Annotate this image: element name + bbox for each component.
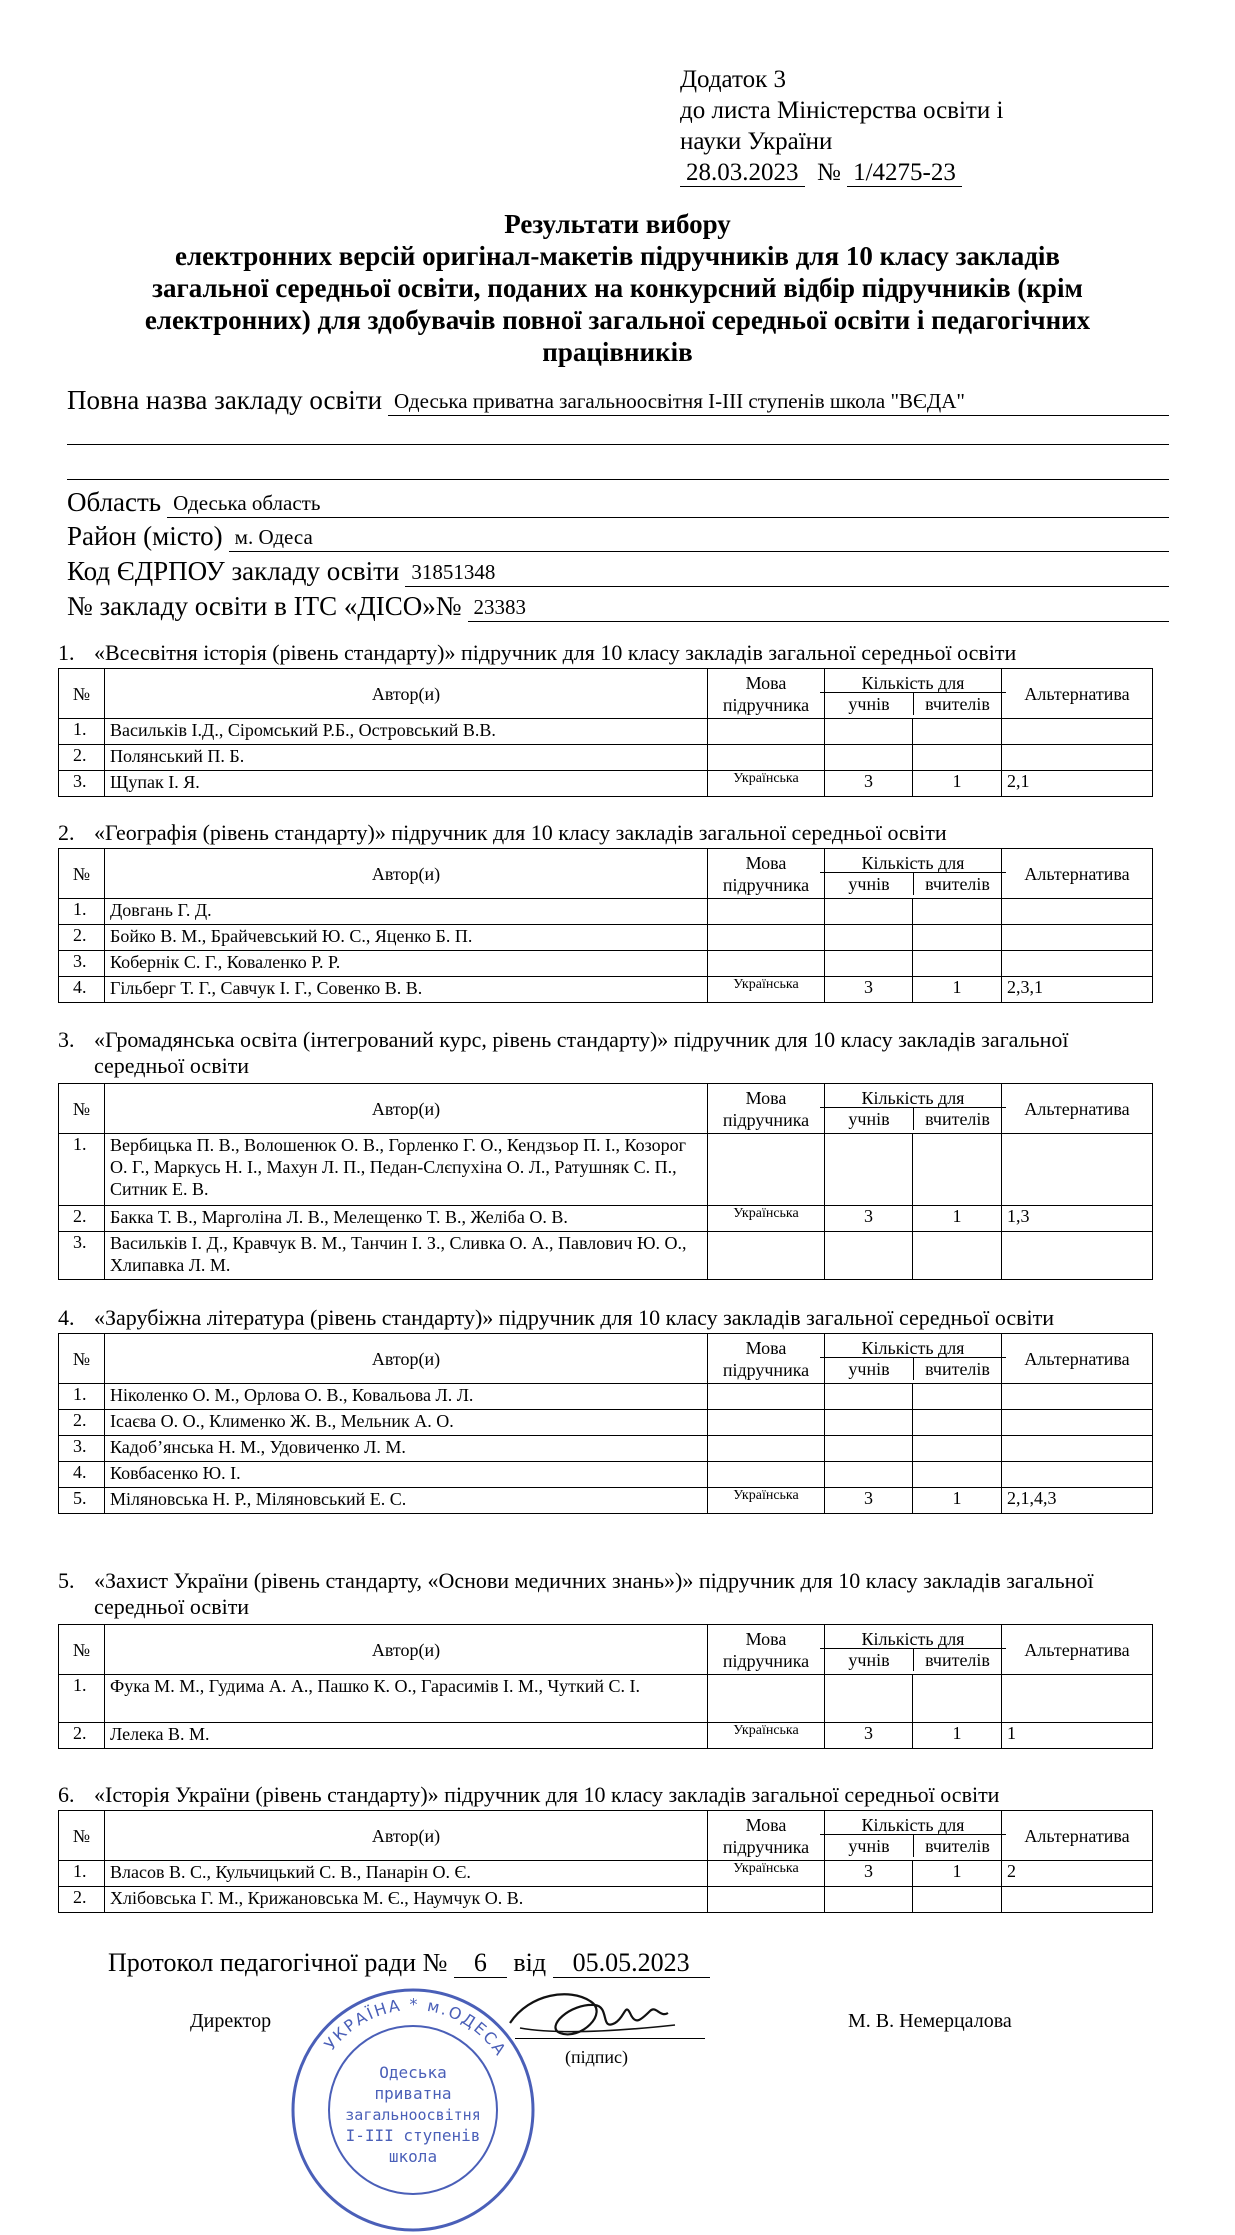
protocol-date: 05.05.2023: [553, 1948, 710, 1978]
header-qty-label: Кількість для: [820, 852, 1006, 873]
document-title: [60, 208, 1175, 368]
header-qty-label: Кількість для: [820, 1087, 1006, 1108]
header-qty-label: Кількість для: [820, 1814, 1006, 1835]
row-number: 2.: [59, 1723, 105, 1749]
row-lang: Українська: [708, 1861, 825, 1887]
table-row: [59, 977, 1153, 1003]
row-students: [825, 1462, 913, 1488]
district-value: м. Одеса: [229, 525, 1169, 552]
header-qty: [825, 1811, 1002, 1861]
header-lang: Мова підручника: [708, 1625, 825, 1675]
row-students: 3: [825, 771, 913, 797]
section-title: «Географія (рівень стандарту)» підручник для 10 класу закладів загальної середньої освіти: [94, 820, 947, 845]
protocol-label: Протокол педагогічної ради №: [108, 1948, 448, 1977]
district-label: Район (місто): [67, 521, 223, 551]
header-qty: [825, 1084, 1002, 1134]
school-stamp: [288, 1985, 538, 2235]
row-teachers: [913, 1887, 1002, 1913]
title-line1: Результати вибору: [504, 209, 731, 239]
protocol-from-label: від: [513, 1948, 547, 1977]
section-number: 3.: [58, 1027, 75, 1052]
director-name: М. В. Немерцалова: [848, 2010, 1012, 2032]
row-number: 4.: [59, 977, 105, 1003]
header-alt: Альтернатива: [1002, 1811, 1153, 1861]
row-author: Довгань Г. Д.: [105, 899, 708, 925]
table-row: [59, 1232, 1153, 1280]
region-field: [67, 484, 1169, 518]
table-row: [59, 1410, 1153, 1436]
section-heading: [58, 1568, 1163, 1620]
table-row: [59, 1861, 1153, 1887]
full-name-label: Повна назва закладу освіти: [67, 385, 383, 415]
row-teachers: 1: [913, 977, 1002, 1003]
row-lang: [708, 719, 825, 745]
row-alt: 2,1: [1002, 771, 1153, 797]
section-title: «Захист України (рівень стандарту, «Основи медичних знань»)» підручник для 10 класу закладів загальної середньої освіти: [94, 1568, 1094, 1619]
row-teachers: [913, 1462, 1002, 1488]
row-alt: 2,3,1: [1002, 977, 1153, 1003]
row-teachers: [913, 951, 1002, 977]
row-teachers: 1: [913, 1488, 1002, 1514]
title-line2: електронних версій оригінал-макетів підручників для 10 класу закладів: [175, 241, 1060, 271]
header-author: Автор(и): [105, 1811, 708, 1861]
header-teachers: вчителів: [925, 1836, 990, 1856]
results-table: [58, 1333, 1153, 1514]
annex-line2: до листа Міністерства освіти і: [680, 97, 1004, 124]
header-students: учнів: [825, 1835, 914, 1857]
header-author: Автор(и): [105, 1084, 708, 1134]
row-teachers: [913, 1232, 1002, 1280]
header-num: №: [59, 669, 105, 719]
signature-caption: (підпис): [565, 2047, 629, 2067]
stamp-line1: Одеська: [379, 2063, 447, 2082]
row-lang: [708, 1887, 825, 1913]
row-number: 3.: [59, 771, 105, 797]
row-number: 1.: [59, 719, 105, 745]
row-lang: Українська: [708, 1723, 825, 1749]
protocol-line: [108, 1948, 710, 1978]
row-author: Ніколенко О. М., Орлова О. В., Ковальова Л. Л.: [105, 1384, 708, 1410]
row-lang: [708, 1134, 825, 1206]
row-lang: [708, 1232, 825, 1280]
stamp-ring-text: УКРАЇНА * м.ОДЕСА: [320, 1994, 511, 2061]
annex-line3: науки України: [680, 128, 833, 155]
row-author: Міляновська Н. Р., Міляновський Е. С.: [105, 1488, 708, 1514]
annex-no-label: №: [817, 159, 841, 186]
header-alt: Альтернатива: [1002, 1625, 1153, 1675]
its-value: 23383: [468, 595, 1169, 622]
stamp-line3: загальноосвітня: [345, 2106, 481, 2124]
title-line4: електронних) для здобувачів повної загальної середньої освіти і педагогічних: [144, 305, 1091, 335]
row-author: Васильків І. Д., Кравчук В. М., Танчин І. З., Сливка О. А., Павлович Ю. О., Хлипавка Л. М.: [105, 1232, 708, 1280]
section-heading: [58, 1782, 1163, 1808]
results-table: [58, 668, 1153, 797]
header-lang: Мова підручника: [708, 1334, 825, 1384]
results-table: [58, 1810, 1153, 1913]
row-author: Власов В. С., Кульчицький С. В., Панарін О. Є.: [105, 1861, 708, 1887]
row-students: 3: [825, 977, 913, 1003]
table-row: [59, 1384, 1153, 1410]
full-name-field: [67, 382, 1169, 416]
header-students: учнів: [825, 1108, 914, 1130]
row-lang: Українська: [708, 771, 825, 797]
results-table: [58, 848, 1153, 1003]
row-number: 2.: [59, 925, 105, 951]
row-number: 2.: [59, 745, 105, 771]
header-author: Автор(и): [105, 669, 708, 719]
row-author: Ісаєва О. О., Клименко Ж. В., Мельник А. О.: [105, 1410, 708, 1436]
row-number: 2.: [59, 1206, 105, 1232]
table-row: [59, 719, 1153, 745]
row-alt: 1,3: [1002, 1206, 1153, 1232]
row-teachers: 1: [913, 1861, 1002, 1887]
stamp-line4: І-ІІІ ступенів: [345, 2126, 481, 2145]
table-row: [59, 1436, 1153, 1462]
row-number: 2.: [59, 1887, 105, 1913]
title-line5: працівників: [542, 337, 693, 367]
svg-text:УКРАЇНА * м.ОДЕСА: [320, 1995, 510, 2060]
section-number: 2.: [58, 820, 75, 845]
section-heading: [58, 1305, 1163, 1331]
header-lang: Мова підручника: [708, 1084, 825, 1134]
table-row: [59, 771, 1153, 797]
row-teachers: 1: [913, 771, 1002, 797]
table-row: [59, 1723, 1153, 1749]
row-students: 3: [825, 1723, 913, 1749]
table-header-row: [59, 669, 1153, 719]
header-students: учнів: [825, 1358, 914, 1380]
section-number: 1.: [58, 640, 75, 665]
blank-line-2: [67, 479, 1169, 480]
row-number: 1.: [59, 899, 105, 925]
table-header-row: [59, 1334, 1153, 1384]
row-alt: [1002, 1410, 1153, 1436]
row-author: Хлібовська Г. М., Крижановська М. Є., Наумчук О. В.: [105, 1887, 708, 1913]
header-qty-label: Кількість для: [820, 672, 1006, 693]
row-alt: [1002, 1436, 1153, 1462]
full-name-value: Одеська приватна загальноосвітня І-ІІІ ступенів школа "ВЄДА": [388, 389, 1169, 416]
table-row: [59, 899, 1153, 925]
header-num: №: [59, 1625, 105, 1675]
row-number: 2.: [59, 1410, 105, 1436]
row-author: Фука М. М., Гудима А. А., Пашко К. О., Гарасимів І. М., Чуткий С. І.: [105, 1675, 708, 1723]
table-header-row: [59, 1625, 1153, 1675]
row-author: Васильків І.Д., Сіромський Р.Б., Островський В.В.: [105, 719, 708, 745]
header-author: Автор(и): [105, 849, 708, 899]
row-teachers: 1: [913, 1206, 1002, 1232]
table-row: [59, 745, 1153, 771]
row-alt: 2,1,4,3: [1002, 1488, 1153, 1514]
row-lang: Українська: [708, 1206, 825, 1232]
table-row: [59, 1462, 1153, 1488]
row-author: Лелека В. М.: [105, 1723, 708, 1749]
row-students: [825, 1384, 913, 1410]
table-row: [59, 1134, 1153, 1206]
header-qty: [825, 1625, 1002, 1675]
header-alt: Альтернатива: [1002, 669, 1153, 719]
protocol-number: 6: [454, 1948, 507, 1978]
row-number: 1.: [59, 1675, 105, 1723]
table-row: [59, 1206, 1153, 1232]
row-alt: 1: [1002, 1723, 1153, 1749]
its-label: № закладу освіти в ІТС «ДІСО»№: [67, 591, 462, 621]
row-author: Вербицька П. В., Волошенюк О. В., Горленко Г. О., Кендзьор П. І., Козорог О. Г., Маркусь Н. І., Махун Л. П., Педан-Слєпухіна О. Л., Ратушняк С. П., Ситник Е. В.: [105, 1134, 708, 1206]
header-lang: Мова підручника: [708, 1811, 825, 1861]
header-alt: Альтернатива: [1002, 1334, 1153, 1384]
row-lang: [708, 1436, 825, 1462]
section-title: «Історія України (рівень стандарту)» підручник для 10 класу закладів загальної середньої освіти: [94, 1782, 1000, 1807]
header-students: учнів: [825, 873, 914, 895]
row-students: [825, 1436, 913, 1462]
row-alt: [1002, 1134, 1153, 1206]
region-label: Область: [67, 487, 162, 517]
row-alt: [1002, 899, 1153, 925]
row-lang: [708, 925, 825, 951]
table-header-row: [59, 1811, 1153, 1861]
header-teachers: вчителів: [925, 1109, 990, 1129]
annex-block: [680, 64, 1003, 188]
row-alt: [1002, 1462, 1153, 1488]
row-teachers: [913, 1384, 1002, 1410]
row-author: Ковбасенко Ю. І.: [105, 1462, 708, 1488]
row-lang: [708, 899, 825, 925]
table-header-row: [59, 849, 1153, 899]
its-field: [67, 588, 1169, 622]
stamp-line5: школа: [388, 2147, 438, 2166]
row-number: 1.: [59, 1384, 105, 1410]
row-number: 5.: [59, 1488, 105, 1514]
row-author: Полянський П. Б.: [105, 745, 708, 771]
row-lang: [708, 1462, 825, 1488]
row-alt: [1002, 925, 1153, 951]
row-students: [825, 951, 913, 977]
header-num: №: [59, 1084, 105, 1134]
header-students: учнів: [825, 693, 914, 715]
row-lang: [708, 1384, 825, 1410]
row-lang: [708, 1410, 825, 1436]
header-num: №: [59, 849, 105, 899]
edrpou-field: [67, 553, 1169, 587]
row-students: [825, 1134, 913, 1206]
header-qty-label: Кількість для: [820, 1628, 1006, 1649]
row-students: [825, 719, 913, 745]
table-row: [59, 951, 1153, 977]
row-author: Гільберг Т. Г., Савчук І. Г., Совенко В. В.: [105, 977, 708, 1003]
header-qty-label: Кількість для: [820, 1337, 1006, 1358]
section-title: «Зарубіжна література (рівень стандарту)» підручник для 10 класу закладів загальної середньої освіти: [94, 1305, 1055, 1330]
row-number: 4.: [59, 1462, 105, 1488]
row-alt: 2: [1002, 1861, 1153, 1887]
row-teachers: [913, 1134, 1002, 1206]
section-title: «Всесвітня історія (рівень стандарту)» підручник для 10 класу закладів загальної середньої освіти: [94, 640, 1017, 665]
row-teachers: [913, 1410, 1002, 1436]
annex-dateline: [680, 157, 1003, 188]
header-teachers: вчителів: [925, 1650, 990, 1670]
row-lang: [708, 951, 825, 977]
row-teachers: [913, 899, 1002, 925]
row-number: 1.: [59, 1861, 105, 1887]
annex-line1: Додаток 3: [680, 66, 786, 93]
edrpou-value: 31851348: [405, 560, 1169, 587]
row-alt: [1002, 1887, 1153, 1913]
row-alt: [1002, 1384, 1153, 1410]
row-number: 3.: [59, 951, 105, 977]
section-heading: [58, 820, 1163, 846]
stamp-line2: приватна: [374, 2084, 452, 2103]
row-author: Бойко В. М., Брайчевський Ю. С., Яценко Б. П.: [105, 925, 708, 951]
table-row: [59, 1887, 1153, 1913]
row-number: 3.: [59, 1436, 105, 1462]
table-header-row: [59, 1084, 1153, 1134]
row-alt: [1002, 745, 1153, 771]
edrpou-label: Код ЄДРПОУ закладу освіти: [67, 556, 400, 586]
region-value: Одеська область: [167, 491, 1169, 518]
header-teachers: вчителів: [925, 694, 990, 714]
section-title: «Громадянська освіта (інтегрований курс, рівень стандарту)» підручник для 10 класу закладів загальної середньої освіти: [94, 1027, 1069, 1078]
row-alt: [1002, 951, 1153, 977]
row-students: [825, 1410, 913, 1436]
header-alt: Альтернатива: [1002, 1084, 1153, 1134]
row-teachers: 1: [913, 1723, 1002, 1749]
row-author: Бакка Т. В., Марголіна Л. В., Мелещенко Т. В., Желіба О. В.: [105, 1206, 708, 1232]
row-alt: [1002, 1232, 1153, 1280]
row-author: Щупак І. Я.: [105, 771, 708, 797]
section-number: 4.: [58, 1305, 75, 1330]
row-lang: [708, 1675, 825, 1723]
row-students: 3: [825, 1861, 913, 1887]
header-alt: Альтернатива: [1002, 849, 1153, 899]
row-teachers: [913, 745, 1002, 771]
blank-line-1: [67, 444, 1169, 445]
row-lang: Українська: [708, 1488, 825, 1514]
row-teachers: [913, 1675, 1002, 1723]
header-num: №: [59, 1334, 105, 1384]
district-field: [67, 518, 1169, 552]
row-alt: [1002, 719, 1153, 745]
row-students: [825, 1675, 913, 1723]
header-students: учнів: [825, 1649, 914, 1671]
header-lang: Мова підручника: [708, 849, 825, 899]
results-table: [58, 1624, 1153, 1749]
row-students: 3: [825, 1488, 913, 1514]
annex-number: 1/4275-23: [847, 159, 962, 187]
row-teachers: [913, 719, 1002, 745]
table-row: [59, 1675, 1153, 1723]
row-students: [825, 1887, 913, 1913]
row-students: [825, 899, 913, 925]
row-number: 1.: [59, 1134, 105, 1206]
row-students: [825, 925, 913, 951]
section-number: 6.: [58, 1782, 75, 1807]
row-alt: [1002, 1675, 1153, 1723]
row-students: [825, 1232, 913, 1280]
row-students: [825, 745, 913, 771]
row-author: Кадоб’янська Н. М., Удовиченко Л. М.: [105, 1436, 708, 1462]
header-qty: [825, 849, 1002, 899]
header-author: Автор(и): [105, 1334, 708, 1384]
section-number: 5.: [58, 1568, 75, 1593]
row-students: 3: [825, 1206, 913, 1232]
title-line3: загальної середньої освіти, поданих на конкурсний відбір підручників (крім: [152, 273, 1083, 303]
header-author: Автор(и): [105, 1625, 708, 1675]
row-lang: [708, 745, 825, 771]
section-heading: [58, 640, 1163, 666]
header-lang: Мова підручника: [708, 669, 825, 719]
section-heading: [58, 1027, 1163, 1079]
table-row: [59, 925, 1153, 951]
header-qty: [825, 1334, 1002, 1384]
header-num: №: [59, 1811, 105, 1861]
row-author: Кобернік С. Г., Коваленко Р. Р.: [105, 951, 708, 977]
header-teachers: вчителів: [925, 874, 990, 894]
row-teachers: [913, 925, 1002, 951]
header-teachers: вчителів: [925, 1359, 990, 1379]
row-teachers: [913, 1436, 1002, 1462]
row-number: 3.: [59, 1232, 105, 1280]
row-lang: Українська: [708, 977, 825, 1003]
header-qty: [825, 669, 1002, 719]
annex-date: 28.03.2023: [680, 159, 805, 187]
table-row: [59, 1488, 1153, 1514]
signature-role: Директор: [190, 2010, 272, 2032]
results-table: [58, 1083, 1153, 1280]
